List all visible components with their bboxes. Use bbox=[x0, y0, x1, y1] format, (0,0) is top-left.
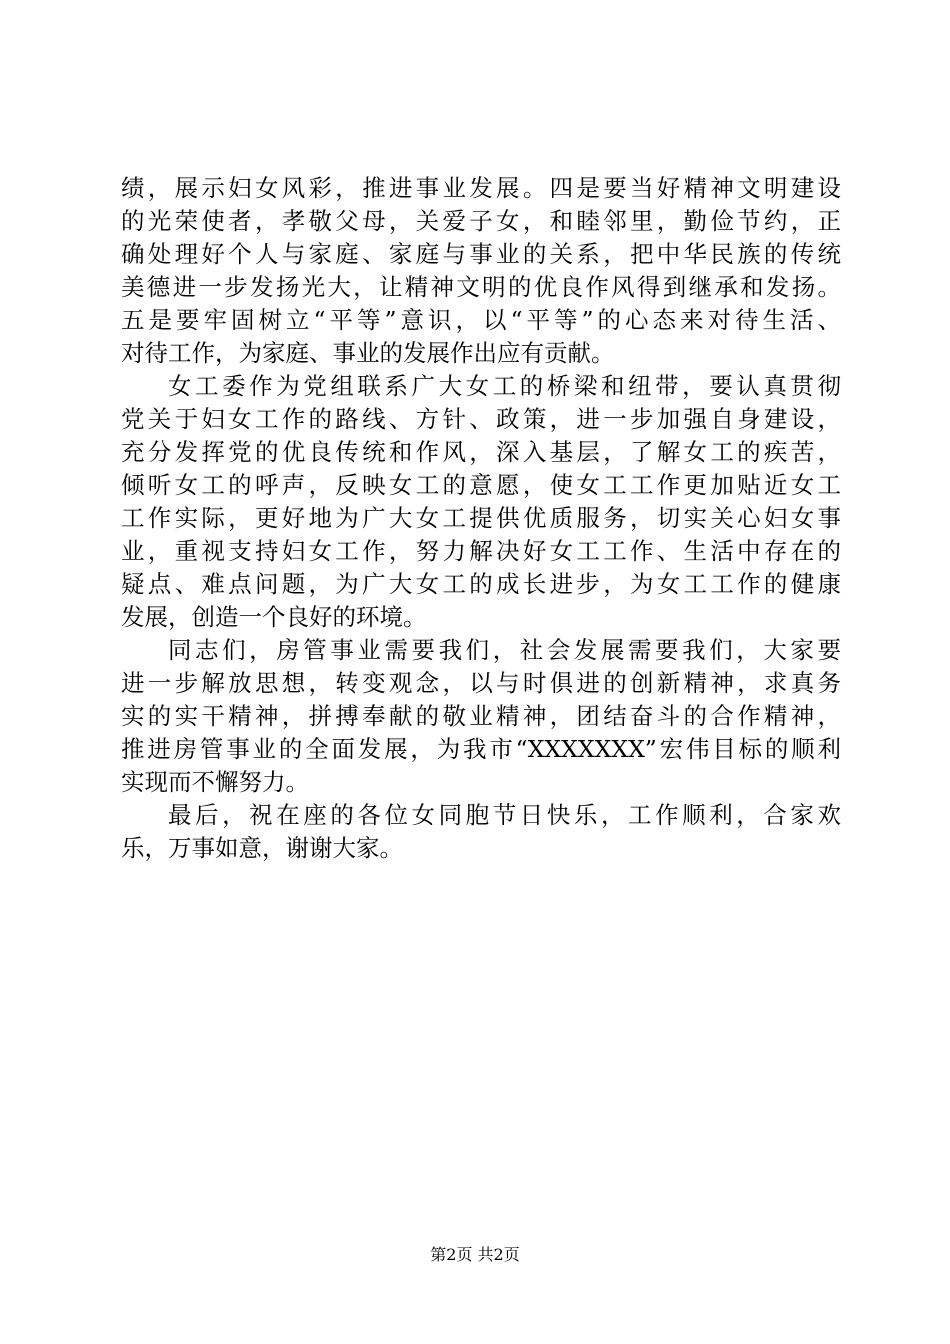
text-line: 疑点、难点问题，为广大女工的成长进步，为女工工作的健康 bbox=[121, 570, 841, 598]
paragraph bbox=[121, 634, 841, 799]
text-line: 最后，祝在座的各位女同胞节日快乐，工作顺利，合家欢 bbox=[168, 801, 841, 829]
text-line: 党关于妇女工作的路线、方针、政策，进一步加强自身建设， bbox=[121, 405, 841, 433]
paragraph bbox=[121, 370, 841, 634]
text-line: 同志们，房管事业需要我们，社会发展需要我们，大家要 bbox=[168, 636, 841, 664]
text-line: 业，重视支持妇女工作，努力解决好女工工作、生活中存在的 bbox=[121, 537, 841, 565]
text-line: 进一步解放思想，转变观念，以与时俱进的创新精神，求真务 bbox=[121, 669, 841, 697]
text-line: 五是要牢固树立“平等”意识，以“平等”的心态来对待生活、 bbox=[121, 306, 841, 334]
text-line: 的光荣使者，孝敬父母，关爱子女，和睦邻里，勤俭节约，正 bbox=[121, 207, 841, 235]
text-line: 对待工作，为家庭、事业的发展作出应有贡献。 bbox=[121, 339, 615, 367]
text-line: 实现而不懈努力。 bbox=[121, 768, 309, 796]
text-line: 发展，创造一个良好的环境。 bbox=[121, 603, 427, 631]
text-line: 确处理好个人与家庭、家庭与事业的关系，把中华民族的传统 bbox=[121, 240, 841, 268]
document-body bbox=[121, 172, 841, 865]
text-line: 绩，展示妇女风彩，推进事业发展。四是要当好精神文明建设 bbox=[121, 174, 841, 202]
text-line: 充分发挥党的优良传统和作风，深入基层，了解女工的疾苦， bbox=[121, 438, 841, 466]
text-line: 乐，万事如意，谢谢大家。 bbox=[121, 834, 403, 862]
text-line: 推进房管事业的全面发展，为我市“XXXXXXX”宏伟目标的顺利 bbox=[121, 735, 841, 763]
text-line: 工作实际，更好地为广大女工提供优质服务，切实关心妇女事 bbox=[121, 504, 841, 532]
text-line: 美德进一步发扬光大，让精神文明的优良作风得到继承和发扬。 bbox=[121, 273, 841, 301]
paragraph bbox=[121, 799, 841, 865]
text-line: 实的实干精神，拼搏奉献的敬业精神，团结奋斗的合作精神， bbox=[121, 702, 841, 730]
text-line: 倾听女工的呼声，反映女工的意愿，使女工工作更加贴近女工 bbox=[121, 471, 841, 499]
page-footer: 第2页 共2页 bbox=[430, 1245, 520, 1264]
text-line: 女工委作为党组联系广大女工的桥梁和纽带，要认真贯彻 bbox=[168, 372, 841, 400]
paragraph bbox=[121, 172, 841, 370]
